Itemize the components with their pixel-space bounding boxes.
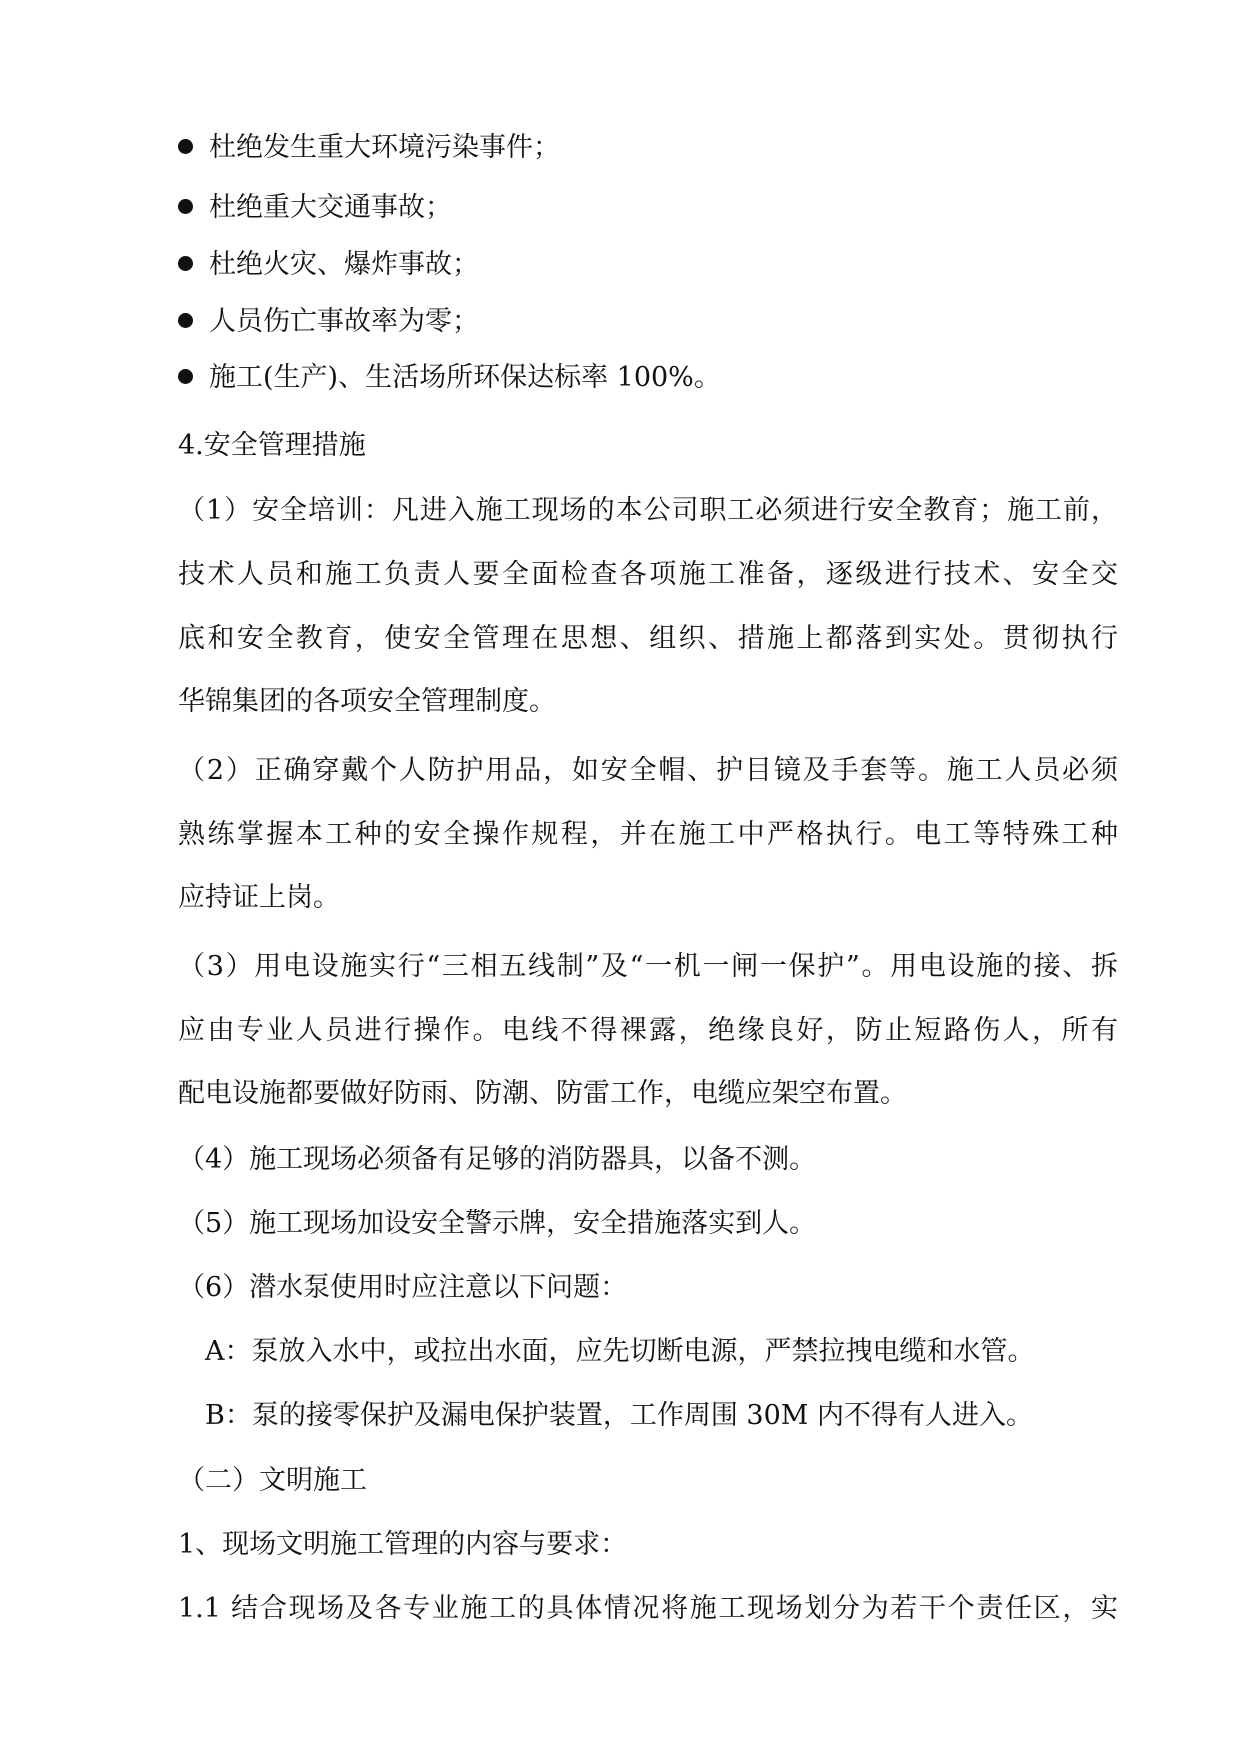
- bullet-item: 杜绝火灾、爆炸事故；: [178, 250, 479, 280]
- paragraph-line: 熟练掌握本工种的安全操作规程，并在施工中严格执行。电工等特殊工种: [178, 819, 1118, 850]
- paragraph-line: 底和安全教育，使安全管理在思想、组织、措施上都落到实处。贯彻执行: [178, 623, 1118, 654]
- paragraph-line: 华锦集团的各项安全管理制度。: [178, 686, 556, 717]
- paragraph-line: 技术人员和施工负责人要全面检查各项施工准备，逐级进行技术、安全交: [178, 559, 1118, 590]
- paragraph-line: （1）安全培训：凡进入施工现场的本公司职工必须进行安全教育；施工前，: [178, 495, 1118, 526]
- paragraph-line: （3）用电设施实行“三相五线制”及“一机一闸一保护”。用电设施的接、拆: [178, 951, 1118, 982]
- section-heading: （二）文明施工: [178, 1465, 367, 1496]
- list-item: （4）施工现场必须备有足够的消防器具，以备不测。: [178, 1144, 817, 1175]
- bullet-item: 人员伤亡事故率为零；: [178, 307, 479, 337]
- paragraph-line: （2）正确穿戴个人防护用品，如安全帽、护目镜及手套等。施工人员必须: [178, 755, 1118, 786]
- paragraph-line: 1.1 结合现场及各专业施工的具体情况将施工现场划分为若干个责任区，实: [178, 1593, 1118, 1624]
- bullet-item: 杜绝重大交通事故；: [178, 193, 452, 223]
- paragraph-line: 应由专业人员进行操作。电线不得裸露，绝缘良好，防止短路伤人，所有: [178, 1015, 1118, 1046]
- bullet-dot-icon: [178, 313, 193, 328]
- paragraph-line: 应持证上岗。: [178, 882, 340, 913]
- bullet-item: 施工(生产)、生活场所环保达标率 100%。: [178, 363, 721, 393]
- sub-item-a: A：泵放入水中，或拉出水面，应先切断电源，严禁拉拽电缆和水管。: [205, 1336, 1035, 1367]
- bullet-dot-icon: [178, 369, 193, 384]
- list-item: （6）潜水泵使用时应注意以下问题：: [178, 1272, 628, 1303]
- bullet-dot-icon: [178, 256, 193, 271]
- list-item: （5）施工现场加设安全警示牌，安全措施落实到人。: [178, 1208, 817, 1239]
- bullet-dot-icon: [178, 199, 193, 214]
- sub-item-b: B：泵的接零保护及漏电保护装置，工作周围 30M 内不得有人进入。: [205, 1400, 1034, 1431]
- subsection-heading: 1、现场文明施工管理的内容与要求：: [178, 1529, 628, 1560]
- bullet-item: 杜绝发生重大环境污染事件；: [178, 133, 560, 163]
- section-heading: 4.安全管理措施: [178, 430, 366, 461]
- bullet-dot-icon: [178, 139, 193, 154]
- paragraph-line: 配电设施都要做好防雨、防潮、防雷工作，电缆应架空布置。: [178, 1078, 907, 1109]
